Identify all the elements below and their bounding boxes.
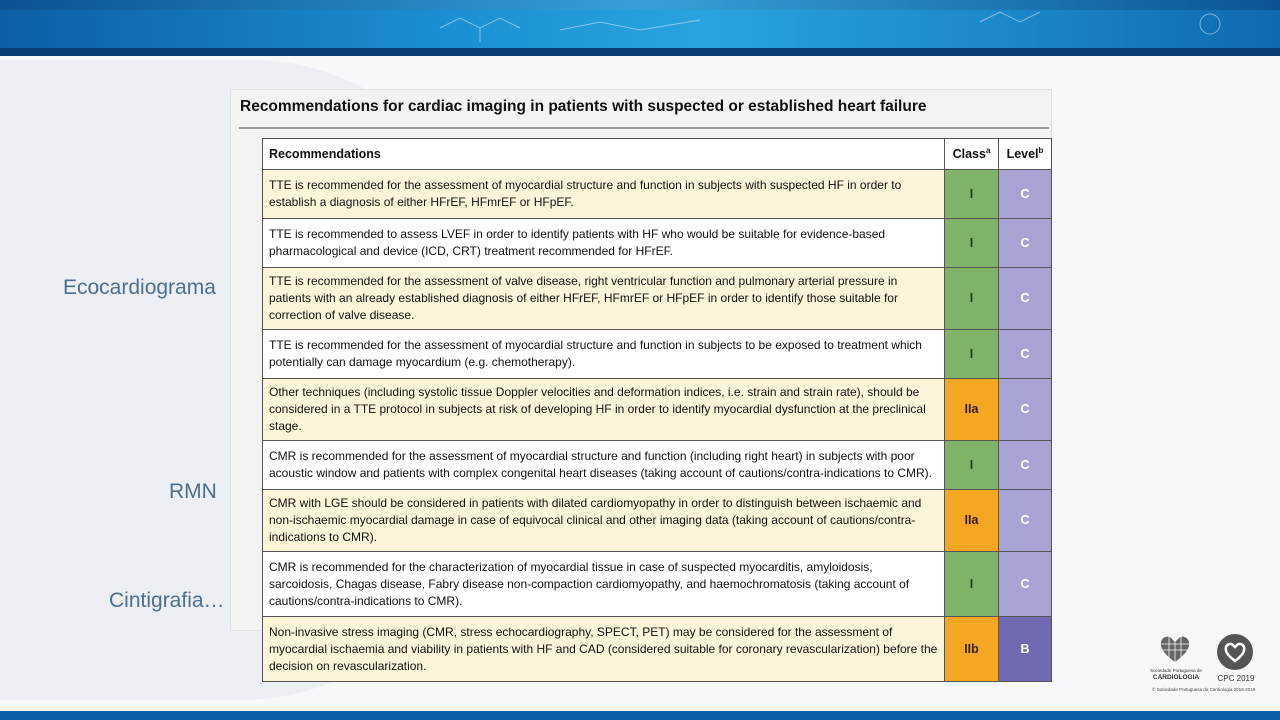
header-level — [999, 139, 1052, 170]
footer-bar — [0, 711, 1280, 720]
recommendations-table — [262, 138, 1052, 682]
class-cell: I — [945, 268, 999, 330]
label-rmn: RMN — [169, 480, 217, 503]
banner-bottom-band — [0, 48, 1280, 56]
header-recommendations-label: Recommendations — [269, 147, 381, 161]
cpc-heart-icon — [1217, 634, 1253, 670]
header-level-label: Level — [1006, 147, 1039, 162]
level-cell: C — [999, 379, 1052, 441]
table-row — [263, 490, 1052, 552]
recommendations-card — [230, 89, 1052, 673]
recommendation-text: TTE is recommended for the assessment of myocardial structure and function in subjects to be exposed to treatment which potentially can damage myocardium (e.g. chemotherapy). — [263, 330, 945, 379]
header-recommendations — [263, 139, 945, 170]
header-level-sup: b — [1038, 146, 1044, 156]
spc-heart-mark-icon — [1158, 634, 1192, 664]
class-cell: I — [945, 170, 999, 219]
table-header-row — [263, 139, 1052, 170]
header-class — [945, 139, 999, 170]
table-row — [263, 268, 1052, 330]
level-cell: B — [999, 617, 1052, 682]
table-row — [263, 552, 1052, 617]
label-cintigrafia: Cintigrafia… — [109, 589, 225, 612]
card-title: Recommendations for cardiac imaging in patients with suspected or established heart failure — [240, 98, 927, 115]
recommendation-text: TTE is recommended for the assessment of myocardial structure and function in subjects with suspected HF in order to establish a diagnosis of either HFrEF, HFmrEF or HFpEF. — [263, 170, 945, 219]
level-cell: C — [999, 552, 1052, 617]
table-row — [263, 219, 1052, 268]
cpc-circle — [1217, 634, 1253, 670]
molecule-decoration-icon — [0, 0, 1280, 48]
header-banner — [0, 0, 1280, 56]
class-cell: I — [945, 330, 999, 379]
level-cell: C — [999, 490, 1052, 552]
recommendation-text: CMR with LGE should be considered in patients with dilated cardiomyopathy in order to distinguish between ischaemic and non-ischaemic myocardial damage in case of equivocal clinical and other imaging data (taking account of cautions/contra-indications to CMR). — [263, 490, 945, 552]
title-divider — [239, 127, 1049, 129]
level-cell: C — [999, 441, 1052, 490]
class-cell: IIb — [945, 617, 999, 682]
table-row — [263, 379, 1052, 441]
recommendation-text: CMR is recommended for the characterization of myocardial tissue in case of suspected myocarditis, amyloidosis, sarcoidosis, Chagas disease, Fabry disease non-compaction cardiomyopathy, and haemochromatosis (taking account of cautions/contra-indications to CMR). — [263, 552, 945, 617]
recommendation-text: TTE is recommended for the assessment of valve disease, right ventricular function and pulmonary arterial pressure in patients with an already established diagnosis of either HFrEF, HFmrEF or HFpEF in order to identify those suitable for correction of valve disease. — [263, 268, 945, 330]
recommendation-text: CMR is recommended for the assessment of myocardial structure and function (including right heart) in subjects with poor acoustic window and patients with complex congenital heart diseases (taking account of cautions/contra-indications to CMR). — [263, 441, 945, 490]
spc-logo — [1150, 632, 1200, 686]
table-row — [263, 170, 1052, 219]
level-cell: C — [999, 268, 1052, 330]
level-cell: C — [999, 219, 1052, 268]
level-cell: C — [999, 330, 1052, 379]
level-cell: C — [999, 170, 1052, 219]
header-class-label: Class — [952, 147, 986, 162]
cpc-logo — [1213, 634, 1259, 686]
table-row — [263, 441, 1052, 490]
recommendation-text: TTE is recommended to assess LVEF in order to identify patients with HF who would be suitable for evidence-based pharmacological and device (ICD, CRT) treatment recommended for HFrEF. — [263, 219, 945, 268]
copyright-text: © Sociedade Portuguesa de Cardiologia 2018-2019 — [1152, 687, 1256, 692]
class-cell: I — [945, 219, 999, 268]
cpc-label: CPC 2019 — [1217, 674, 1255, 683]
recommendation-text: Non-invasive stress imaging (CMR, stress echocardiography, SPECT, PET) may be considered for the assessment of myocardial ischaemia and viability in patients with HF and CAD (considered suitable for coronary revascularization) before the decision on revascularization. — [263, 617, 945, 682]
class-cell: IIa — [945, 379, 999, 441]
class-cell: I — [945, 552, 999, 617]
header-class-sup: a — [985, 146, 991, 156]
table-row — [263, 617, 1052, 682]
spc-logo-name: CARDIOLOGIA — [1152, 674, 1200, 681]
class-cell: I — [945, 441, 999, 490]
class-cell: IIa — [945, 490, 999, 552]
label-ecocardiograma: Ecocardiograma — [63, 276, 216, 299]
table-row — [263, 330, 1052, 379]
recommendation-text: Other techniques (including systolic tissue Doppler velocities and deformation indices, i.e. strain and strain rate), should be considered in a TTE protocol in subjects at risk of developing HF in order to identify myocardial dysfunction at the preclinical stage. — [263, 379, 945, 441]
spc-logo-subtitle: Sociedade Portuguesa de — [1150, 668, 1202, 673]
